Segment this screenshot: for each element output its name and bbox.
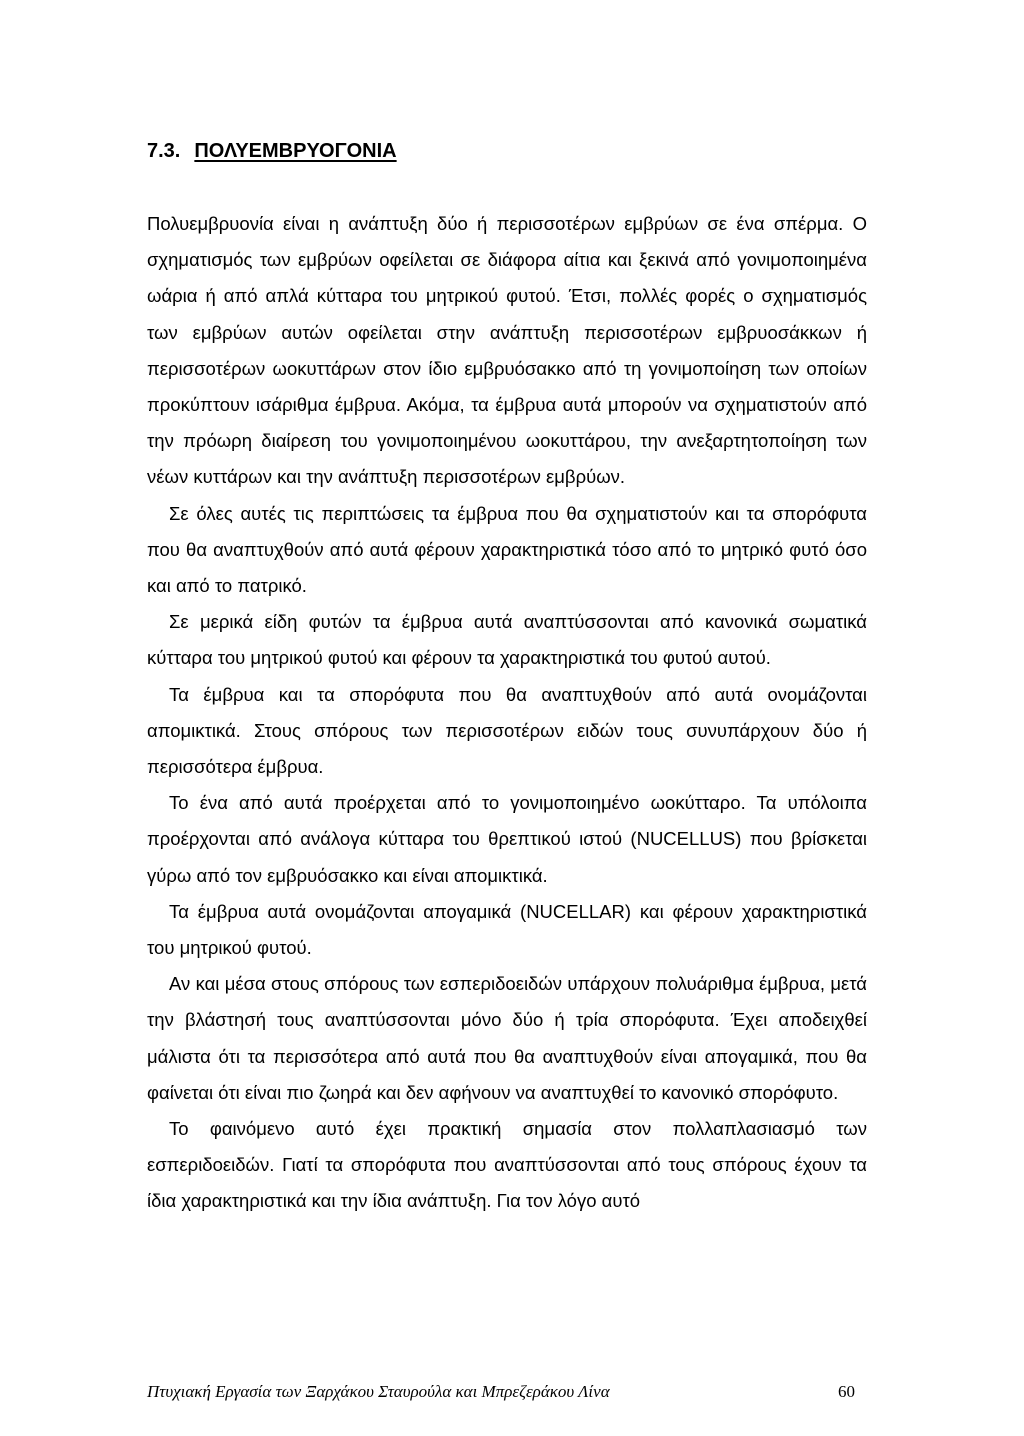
paragraph-intro: Πολυεμβρυονία είναι η ανάπτυξη δύο ή περισσοτέρων εμβρύων σε ένα σπέρμα. Ο σχηματισμός των εμβρύων οφείλεται σε διάφορα αίτια και ξεκινά από γονιμοποιημένα ωάρια ή από απλά κύτταρα του μητρικού φυτού. Έτσι, πολλές φορές ο σχηματισμός των εμβρύων αυτών οφείλεται στην ανάπτυξη περισσοτέρων εμβρυοσάκκων ή περισσοτέρων ωοκυττάρων στον ίδιο εμβρυόσακκο από τη γονιμοποίηση των οποίων προκύπτουν ισάριθμα έμβρυα. Ακόμα, τα έμβρυα αυτά μπορούν να σχηματιστούν από την πρόωρη διαίρεση του γονιμοποιημένου ωοκυττάρου, την ανεξαρτητοποίηση των νέων κυττάρων και την ανάπτυξη περισσοτέρων εμβρύων. <box>147 213 867 488</box>
body-text <box>147 206 867 1220</box>
section-number: 7.3. <box>147 140 181 162</box>
paragraph: Το φαινόμενο αυτό έχει πρακτική σημασία στον πολλαπλασιασμό των εσπεριδοειδών. Γιατί τα σπορόφυτα που αναπτύσσονται από τους σπόρους έχουν τα ίδια χαρακτηριστικά και την ίδια ανάπτυξη. Για τον λόγο αυτό <box>147 1118 867 1212</box>
section-title: ΠΟΛΥΕΜΒΡΥΟΓΟΝΙΑ <box>194 140 397 162</box>
paragraph: Τα έμβρυα και τα σπορόφυτα που θα αναπτυχθούν από αυτά ονομάζονται απομικτικά. Στους σπόρους των περισσοτέρων ειδών τους συνυπάρχουν δύο ή περισσότερα έμβρυα. <box>147 683 867 778</box>
paragraph: Το ένα από αυτά προέρχεται από το γονιμοποιημένο ωοκύτταρο. Τα υπόλοιπα προέρχονται από ανάλογα κύτταρα του θρεπτικού ιστού (NUCELLUS) που βρίσκεται γύρω από τον εμβρυόσακκο και είναι απομικτικά. <box>147 792 867 886</box>
page-footer <box>147 1382 855 1402</box>
paragraph: Σε όλες αυτές τις περιπτώσεις τα έμβρυα που θα σχηματιστούν και τα σπορόφυτα που θα αναπτυχθούν από αυτά φέρουν χαρακτηριστικά τόσο από το μητρικό φυτό όσο και από το πατρικό. <box>147 502 867 597</box>
page-number: 60 <box>838 1382 855 1401</box>
section-heading <box>147 140 397 163</box>
paragraph: Σε μερικά είδη φυτών τα έμβρυα αυτά αναπτύσσονται από κανονικά σωματικά κύτταρα του μητρικού φυτού και φέρουν τα χαρακτηριστικά του φυτού αυτού. <box>147 611 867 669</box>
footer-text: Πτυχιακή Εργασία των Ξαρχάκου Σταυρούλα και Μπρεζεράκου Λίνα <box>147 1382 610 1401</box>
paragraph: Αν και μέσα στους σπόρους των εσπεριδοειδών υπάρχουν πολυάριθμα έμβρυα, μετά την βλάστησή τους αναπτύσσονται μόνο δύο ή τρία σπορόφυτα. Έχει αποδειχθεί μάλιστα ότι τα περισσότερα από αυτά που θα αναπτυχθούν είναι απογαμικά, που θα φαίνεται ότι είναι πιο ζωηρά και δεν αφήνουν να αναπτυχθεί το κανονικό σπορόφυτο. <box>147 973 867 1103</box>
paragraph: Τα έμβρυα αυτά ονομάζονται απογαμικά (NUCELLAR) και φέρουν χαρακτηριστικά του μητρικού φυτού. <box>147 900 867 959</box>
